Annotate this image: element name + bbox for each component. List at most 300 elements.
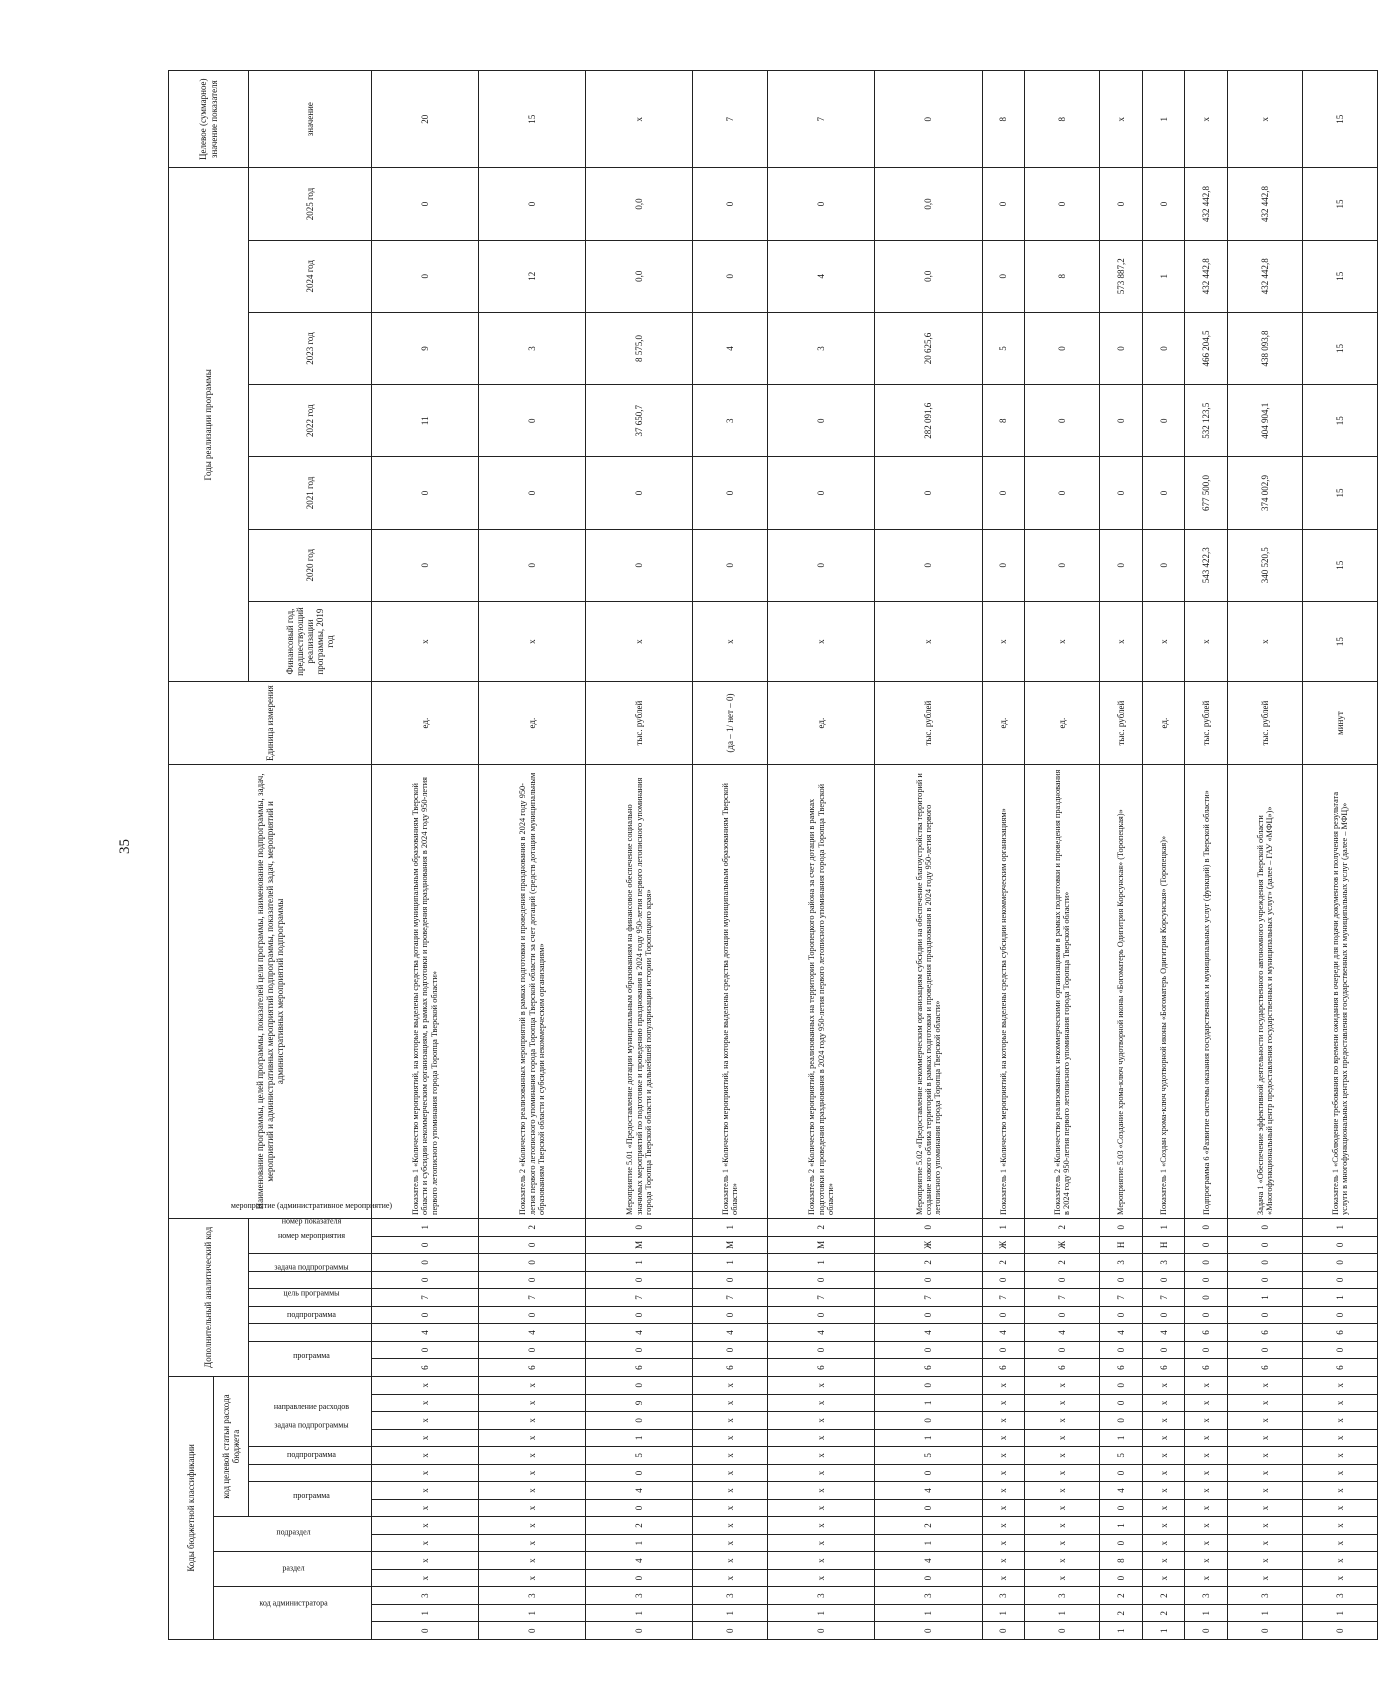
row-fin-year: х [768, 601, 875, 681]
code-cell: х [1025, 1412, 1100, 1430]
code-cell: 7 [586, 1289, 693, 1307]
code-cell: 0 [693, 1271, 768, 1289]
header-admin-code: код администратора [214, 1587, 372, 1640]
row-year-value: 0,0 [586, 168, 693, 240]
code-cell: х [1025, 1552, 1100, 1570]
header-an-zadacha: задача подпрограммы [249, 1289, 372, 1307]
code-cell: 0 [875, 1218, 982, 1236]
code-cell: 6 [768, 1359, 875, 1377]
code-cell: 0 [875, 1341, 982, 1359]
row-year-value: 15 [1303, 240, 1378, 312]
code-cell: 0 [1100, 1218, 1143, 1236]
table-row [693, 71, 768, 1640]
code-cell: 0 [1228, 1271, 1303, 1289]
header-zadacha: задача подпрограммы [249, 1447, 372, 1465]
code-cell: х [372, 1552, 479, 1570]
code-cell: х [1228, 1464, 1303, 1482]
code-cell: 0 [586, 1569, 693, 1587]
code-cell: х [1025, 1447, 1100, 1465]
code-cell: 3 [768, 1587, 875, 1605]
code-cell: 3 [875, 1587, 982, 1605]
row-year-value: 0 [1100, 312, 1143, 384]
code-cell: 0 [1228, 1622, 1303, 1640]
code-cell: Ж [875, 1236, 982, 1254]
code-cell: 1 [372, 1218, 479, 1236]
code-cell: х [479, 1569, 586, 1587]
code-cell: х [768, 1464, 875, 1482]
code-cell: х [1185, 1447, 1228, 1465]
code-cell: 1 [586, 1254, 693, 1272]
row-unit: минут [1303, 682, 1378, 765]
code-cell: 0 [1303, 1341, 1378, 1359]
code-cell: х [1228, 1499, 1303, 1517]
code-cell: х [693, 1376, 768, 1394]
code-cell: 4 [1025, 1324, 1100, 1342]
header-programma: программа [249, 1482, 372, 1517]
header-an-meropriyatie: мероприятие (административное мероприятие) [249, 1271, 372, 1289]
code-cell: 2 [1142, 1604, 1185, 1622]
row-year-value: 404 904,1 [1228, 385, 1303, 457]
row-year-value: 340 520,5 [1228, 529, 1303, 601]
row-year-value: 20 625,6 [875, 312, 982, 384]
code-cell: 0 [1185, 1236, 1228, 1254]
code-cell: 0 [1025, 1622, 1100, 1640]
row-year-value: 0,0 [875, 240, 982, 312]
code-cell: х [982, 1569, 1025, 1587]
code-cell: 0 [875, 1499, 982, 1517]
code-cell: 1 [875, 1534, 982, 1552]
program-table [168, 70, 1378, 1640]
code-cell: 0 [479, 1306, 586, 1324]
row-unit: тыс. рублей [586, 682, 693, 765]
code-cell: х [1185, 1482, 1228, 1500]
code-cell: х [1025, 1394, 1100, 1412]
header-year-2025: 2025 год [249, 168, 372, 240]
row-name: Показатель 1 «Количество мероприятий, на которые выделены средства дотации муниципальным образованиям Тверской области» [693, 764, 768, 1218]
row-name: Задача 1 «Обеспечение эффективной деятельности государственного автономного учреждения Тверской области «Многофункциональный центр предоставления государственных и муниципальных услуг» (далее – ГАУ «МФЦ»)» [1228, 764, 1303, 1218]
code-cell: х [768, 1534, 875, 1552]
code-cell: 4 [586, 1552, 693, 1570]
row-year-value: 0 [875, 457, 982, 529]
code-cell: 0 [479, 1254, 586, 1272]
code-cell: 0 [1185, 1254, 1228, 1272]
code-cell: 0 [1142, 1341, 1185, 1359]
code-cell: х [1185, 1552, 1228, 1570]
code-cell: 0 [1303, 1271, 1378, 1289]
code-cell: 0 [1100, 1569, 1143, 1587]
code-cell: х [693, 1429, 768, 1447]
code-cell: 6 [1100, 1359, 1143, 1377]
code-cell: 0 [693, 1341, 768, 1359]
header-an-nomer-pok: номер показателя [249, 1218, 372, 1253]
row-target-value: 1 [1142, 71, 1185, 168]
code-cell: 1 [1303, 1218, 1378, 1236]
code-cell: 1 [586, 1534, 693, 1552]
row-year-value: 0 [1142, 457, 1185, 529]
code-cell: 1 [1100, 1622, 1143, 1640]
code-cell: 1 [1228, 1604, 1303, 1622]
code-cell: х [479, 1464, 586, 1482]
header-napravlenie: направление расходов [249, 1376, 372, 1446]
code-cell: х [768, 1394, 875, 1412]
row-fin-year: х [372, 601, 479, 681]
row-year-value: 0 [1025, 385, 1100, 457]
code-cell: 4 [1142, 1324, 1185, 1342]
code-cell: х [1142, 1394, 1185, 1412]
code-cell: 0 [586, 1464, 693, 1482]
code-cell: х [1025, 1534, 1100, 1552]
row-year-value: 0 [372, 529, 479, 601]
row-year-value: 0 [1100, 168, 1143, 240]
code-cell: 0 [1100, 1394, 1143, 1412]
row-year-value: 432 442,8 [1185, 168, 1228, 240]
row-year-value: 0 [982, 457, 1025, 529]
code-cell: 0 [1142, 1306, 1185, 1324]
header-podrazdel: подраздел [214, 1517, 372, 1552]
code-cell: х [1185, 1464, 1228, 1482]
code-cell: 0 [875, 1412, 982, 1430]
code-cell: х [1303, 1394, 1378, 1412]
row-year-value: 9 [372, 312, 479, 384]
row-unit: тыс. рублей [1185, 682, 1228, 765]
row-target-value: х [586, 71, 693, 168]
code-cell: х [1228, 1534, 1303, 1552]
row-year-value: 3 [693, 385, 768, 457]
code-cell: х [1303, 1552, 1378, 1570]
code-cell: 2 [1025, 1218, 1100, 1236]
code-cell: 0 [1025, 1341, 1100, 1359]
code-cell: 7 [1100, 1289, 1143, 1307]
code-cell: 0 [1100, 1499, 1143, 1517]
code-cell: х [1025, 1482, 1100, 1500]
code-cell: 5 [875, 1447, 982, 1465]
code-cell: 6 [1185, 1324, 1228, 1342]
code-cell: 1 [1303, 1604, 1378, 1622]
code-cell: 6 [982, 1359, 1025, 1377]
code-cell: х [1303, 1534, 1378, 1552]
header-year-2021: 2021 год [249, 457, 372, 529]
code-cell: 3 [586, 1587, 693, 1605]
row-name: Показатель 2 «Количество реализованных мероприятий в рамках подготовки и проведения празднования в 2024 году 950-летия первого летописного упоминания города Торопца Тверской области за счет дотаций (средств дотации муниципальным образованиям Тверской области и субсидии некоммерческим организациям» [479, 764, 586, 1218]
row-name: Показатель 1 «Соблюдение требования по времени ожидания в очереди для подачи документов и получения результата услуги в многофункциональных центрах предоставления государственных и муниципальных услуг (далее – МФЦ)» [1303, 764, 1378, 1218]
row-year-value: 573 887,2 [1100, 240, 1143, 312]
row-year-value: 438 093,8 [1228, 312, 1303, 384]
row-year-value: 0 [1025, 529, 1100, 601]
code-cell: х [982, 1499, 1025, 1517]
code-cell: х [479, 1517, 586, 1535]
code-cell: 0 [479, 1341, 586, 1359]
code-cell: х [1185, 1569, 1228, 1587]
code-cell: 0 [372, 1341, 479, 1359]
code-cell: х [982, 1376, 1025, 1394]
code-cell: 4 [982, 1324, 1025, 1342]
code-cell: 0 [1100, 1376, 1143, 1394]
page-number: 35 [117, 839, 133, 854]
code-cell: 0 [693, 1306, 768, 1324]
code-cell: х [1025, 1376, 1100, 1394]
row-target-value: 20 [372, 71, 479, 168]
table-row [586, 71, 693, 1640]
code-cell: х [1185, 1412, 1228, 1430]
row-year-value: 0 [479, 168, 586, 240]
code-cell: х [1228, 1517, 1303, 1535]
header-an-programma: программа [249, 1341, 372, 1376]
code-cell: 0 [1025, 1271, 1100, 1289]
row-year-value: 0 [1100, 529, 1143, 601]
code-cell: х [1142, 1482, 1185, 1500]
header-analytic-code: Дополнительный аналитический код [169, 1218, 249, 1376]
code-cell: 7 [1025, 1289, 1100, 1307]
code-cell: 0 [693, 1622, 768, 1640]
header-year-2020: 2020 год [249, 529, 372, 601]
code-cell: 7 [693, 1289, 768, 1307]
code-cell: 0 [1185, 1341, 1228, 1359]
code-cell: х [768, 1517, 875, 1535]
row-year-value: 282 091,6 [875, 385, 982, 457]
row-year-value: 8 [1025, 240, 1100, 312]
header-razdel: раздел [214, 1552, 372, 1587]
code-cell: х [693, 1552, 768, 1570]
code-cell: 4 [586, 1324, 693, 1342]
code-cell: х [693, 1394, 768, 1412]
code-cell: 1 [1100, 1429, 1143, 1447]
code-cell: х [1228, 1412, 1303, 1430]
row-year-value: 543 422,3 [1185, 529, 1228, 601]
code-cell: 0 [1185, 1306, 1228, 1324]
row-year-value: 432 442,8 [1228, 240, 1303, 312]
code-cell: х [1142, 1517, 1185, 1535]
code-cell: 9 [586, 1394, 693, 1412]
code-cell: 1 [875, 1394, 982, 1412]
code-cell: х [479, 1394, 586, 1412]
header-an-cel: цель программы [249, 1306, 372, 1324]
code-cell: х [1025, 1569, 1100, 1587]
code-cell: 0 [1228, 1306, 1303, 1324]
row-year-value: 0 [693, 240, 768, 312]
code-cell: 0 [586, 1271, 693, 1289]
code-cell: х [372, 1447, 479, 1465]
code-cell: 6 [1142, 1359, 1185, 1377]
row-year-value: 15 [1303, 529, 1378, 601]
row-name: Показатель 1 «Количество мероприятий, на которые выделены средства субсидии некоммерческим организациям» [982, 764, 1025, 1218]
row-year-value: 15 [1303, 312, 1378, 384]
row-year-value: 532 123,5 [1185, 385, 1228, 457]
header-year-2023: 2023 год [249, 312, 372, 384]
code-cell: 1 [586, 1604, 693, 1622]
code-cell: х [1142, 1376, 1185, 1394]
row-year-value: 0 [693, 168, 768, 240]
code-cell: х [768, 1376, 875, 1394]
code-cell: 6 [1303, 1359, 1378, 1377]
code-cell: х [1185, 1517, 1228, 1535]
code-cell: 3 [479, 1587, 586, 1605]
header-an-nomer-mer: номер мероприятия [249, 1254, 372, 1272]
code-cell: х [372, 1482, 479, 1500]
header-year-2022: 2022 год [249, 385, 372, 457]
header-target-value: Целевое (суммарное) значение показателя [169, 71, 249, 168]
code-cell: х [1025, 1499, 1100, 1517]
code-cell: 8 [1100, 1552, 1143, 1570]
code-cell: х [372, 1412, 479, 1430]
row-year-value: 0 [1142, 168, 1185, 240]
row-year-value: 11 [372, 385, 479, 457]
code-cell: 0 [1100, 1534, 1143, 1552]
code-cell: 0 [586, 1499, 693, 1517]
code-cell: 4 [875, 1552, 982, 1570]
row-target-value: х [1185, 71, 1228, 168]
code-cell: 3 [1185, 1587, 1228, 1605]
code-cell: 0 [1100, 1412, 1143, 1430]
row-year-value: 0,0 [875, 168, 982, 240]
code-cell: х [693, 1534, 768, 1552]
row-year-value: 374 002,9 [1228, 457, 1303, 529]
code-cell: 2 [875, 1517, 982, 1535]
code-cell: М [768, 1236, 875, 1254]
row-year-value: 3 [479, 312, 586, 384]
row-target-value: 15 [479, 71, 586, 168]
code-cell: 0 [1228, 1254, 1303, 1272]
code-cell: х [1303, 1517, 1378, 1535]
row-year-value: 12 [479, 240, 586, 312]
table-row [372, 71, 479, 1640]
code-cell: х [372, 1464, 479, 1482]
row-fin-year: х [1100, 601, 1143, 681]
row-year-value: 0 [1100, 457, 1143, 529]
row-unit: тыс. рублей [875, 682, 982, 765]
code-cell: 1 [982, 1218, 1025, 1236]
row-unit: (да – 1/ нет – 0) [693, 682, 768, 765]
code-cell: х [982, 1482, 1025, 1500]
code-cell: 0 [1185, 1218, 1228, 1236]
code-cell: 6 [479, 1359, 586, 1377]
header-podprogramma: подпрограмма [249, 1464, 372, 1482]
header-an-podprogramma: подпрограмма [249, 1324, 372, 1342]
row-year-value: 0 [372, 240, 479, 312]
row-target-value: 15 [1303, 71, 1378, 168]
table-row [1228, 71, 1303, 1640]
row-year-value: 466 204,5 [1185, 312, 1228, 384]
code-cell: 0 [479, 1271, 586, 1289]
code-cell: 0 [586, 1376, 693, 1394]
table-row [1185, 71, 1228, 1640]
code-cell: х [768, 1412, 875, 1430]
code-cell: х [1303, 1482, 1378, 1500]
row-year-value: 0 [1025, 312, 1100, 384]
code-cell: 6 [1228, 1359, 1303, 1377]
code-cell: х [479, 1429, 586, 1447]
code-cell: 0 [982, 1306, 1025, 1324]
code-cell: 0 [586, 1306, 693, 1324]
code-cell: 4 [875, 1324, 982, 1342]
code-cell: 2 [1100, 1604, 1143, 1622]
code-cell: 0 [1142, 1271, 1185, 1289]
code-cell: 0 [1100, 1271, 1143, 1289]
code-cell: х [1025, 1517, 1100, 1535]
code-cell: 0 [875, 1622, 982, 1640]
row-unit: ед. [768, 682, 875, 765]
header-fin-year: Финансовый год, предшествующий реализации программы, 2019 год [249, 601, 372, 681]
code-cell: 1 [586, 1429, 693, 1447]
code-cell: х [768, 1499, 875, 1517]
table-row [768, 71, 875, 1640]
code-cell: х [982, 1447, 1025, 1465]
code-cell: х [1228, 1482, 1303, 1500]
code-cell: 6 [586, 1359, 693, 1377]
code-cell: 0 [372, 1622, 479, 1640]
row-fin-year: х [586, 601, 693, 681]
rotated-table-container [168, 70, 1378, 1640]
row-year-value: 0 [1142, 385, 1185, 457]
code-cell: х [693, 1464, 768, 1482]
header-unit: Единица измерения [169, 682, 372, 765]
code-cell: 4 [693, 1324, 768, 1342]
code-cell: х [1185, 1499, 1228, 1517]
code-cell: х [479, 1447, 586, 1465]
code-cell: 0 [982, 1341, 1025, 1359]
row-year-value: 0 [586, 529, 693, 601]
code-cell: 7 [1142, 1289, 1185, 1307]
row-year-value: 8 575,0 [586, 312, 693, 384]
code-cell: 6 [1025, 1359, 1100, 1377]
row-year-value: 0 [768, 529, 875, 601]
table-row [982, 71, 1025, 1640]
code-cell: 1 [693, 1604, 768, 1622]
code-cell: х [1142, 1429, 1185, 1447]
row-year-value: 0 [1025, 457, 1100, 529]
table-row [1142, 71, 1185, 1640]
row-year-value: 0 [586, 457, 693, 529]
code-cell: х [1228, 1376, 1303, 1394]
code-cell: х [982, 1517, 1025, 1535]
code-cell: х [1228, 1552, 1303, 1570]
code-cell: 4 [768, 1324, 875, 1342]
code-cell: х [1303, 1412, 1378, 1430]
row-year-value: 0 [479, 529, 586, 601]
code-cell: 1 [693, 1218, 768, 1236]
row-unit: ед. [982, 682, 1025, 765]
code-cell: 1 [1142, 1218, 1185, 1236]
code-cell: 7 [875, 1289, 982, 1307]
code-cell: х [693, 1412, 768, 1430]
row-fin-year: х [1185, 601, 1228, 681]
code-cell: 3 [1025, 1587, 1100, 1605]
code-cell: 0 [1100, 1341, 1143, 1359]
code-cell: 0 [586, 1218, 693, 1236]
code-cell: 2 [1142, 1587, 1185, 1605]
row-year-value: 0 [372, 457, 479, 529]
code-cell: 0 [768, 1306, 875, 1324]
code-cell: 0 [875, 1376, 982, 1394]
code-cell: 2 [982, 1254, 1025, 1272]
code-cell: 1 [875, 1604, 982, 1622]
code-cell: 7 [479, 1289, 586, 1307]
code-cell: х [1228, 1569, 1303, 1587]
row-target-value: 7 [768, 71, 875, 168]
code-cell: х [768, 1429, 875, 1447]
code-cell: 1 [1142, 1622, 1185, 1640]
table-row [875, 71, 982, 1640]
row-year-value: 15 [1303, 457, 1378, 529]
row-year-value: 0 [768, 457, 875, 529]
code-cell: х [982, 1394, 1025, 1412]
header-years: Годы реализации программы [169, 168, 249, 682]
code-cell: х [479, 1534, 586, 1552]
row-year-value: 0 [1142, 312, 1185, 384]
code-cell: х [479, 1412, 586, 1430]
table-row [1303, 71, 1378, 1640]
code-cell: 0 [479, 1236, 586, 1254]
code-cell: 6 [1228, 1324, 1303, 1342]
